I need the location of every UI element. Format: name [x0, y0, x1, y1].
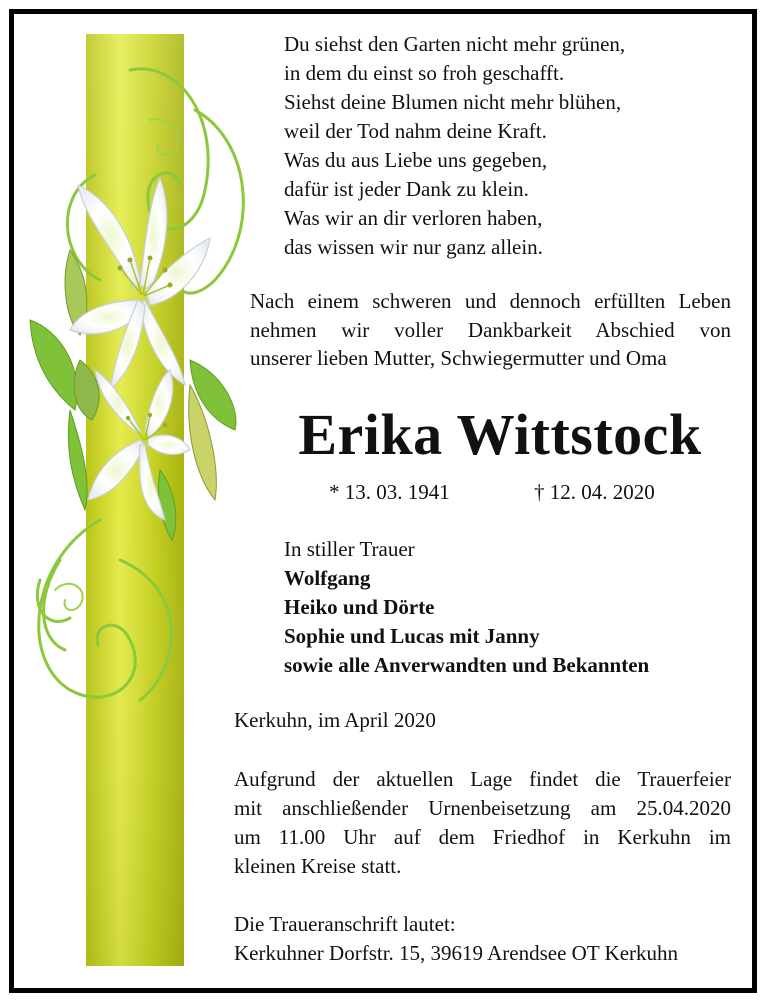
mourner-name: sowie alle Anverwandten und Bekannten [284, 653, 650, 677]
death-date: † 12. 04. 2020 [534, 480, 655, 504]
mourners [284, 535, 649, 680]
poem-line: weil der Tod nahm deine Kraft. [284, 119, 547, 143]
poem-line: Was du aus Liebe uns gegeben, [284, 148, 548, 172]
mourner-name: Heiko und Dörte [284, 595, 435, 619]
intro-text [250, 287, 731, 373]
address-label: Die Traueranschrift lautet: [234, 912, 456, 936]
notice-line: Aufgrund der aktuellen Lage findet die Trauerfeier [234, 767, 731, 791]
mourners-intro: In stiller Trauer [284, 537, 415, 561]
intro-line: unserer lieben Mutter, Schwiegermutter und Oma [250, 346, 667, 370]
notice-line: um 11.00 Uhr auf dem Friedhof in Kerkuhn im [234, 825, 731, 849]
mourning-address [234, 910, 678, 968]
deceased-name: Erika Wittstock [298, 402, 702, 467]
intro-line: nehmen wir voller Dankbarkeit Abschied von [250, 317, 731, 342]
birth-date: * 13. 03. 1941 [329, 480, 450, 504]
funeral-notice [234, 765, 731, 881]
notice-line: kleinen Kreise statt. [234, 854, 402, 878]
mourner-name: Sophie und Lucas mit Janny [284, 624, 540, 648]
poem-line: dafür ist jeder Dank zu klein. [284, 177, 529, 201]
poem-line: Du siehst den Garten nicht mehr grünen, [284, 32, 626, 56]
poem-line: in dem du einst so froh geschafft. [284, 61, 565, 85]
poem [284, 30, 625, 262]
place-date: Kerkuhn, im April 2020 [234, 708, 436, 732]
poem-line: Was wir an dir verloren haben, [284, 206, 543, 230]
poem-line: das wissen wir nur ganz allein. [284, 235, 543, 259]
notice-line: mit anschließender Urnenbeisetzung am 25.04.2020 [234, 796, 731, 820]
mourner-name: Wolfgang [284, 566, 371, 590]
intro-line: Nach einem schweren und dennoch erfüllten Leben [250, 289, 731, 313]
address-value: Kerkuhner Dorfstr. 15, 39619 Arendsee OT Kerkuhn [234, 941, 679, 965]
poem-line: Siehst deine Blumen nicht mehr blühen, [284, 90, 622, 114]
